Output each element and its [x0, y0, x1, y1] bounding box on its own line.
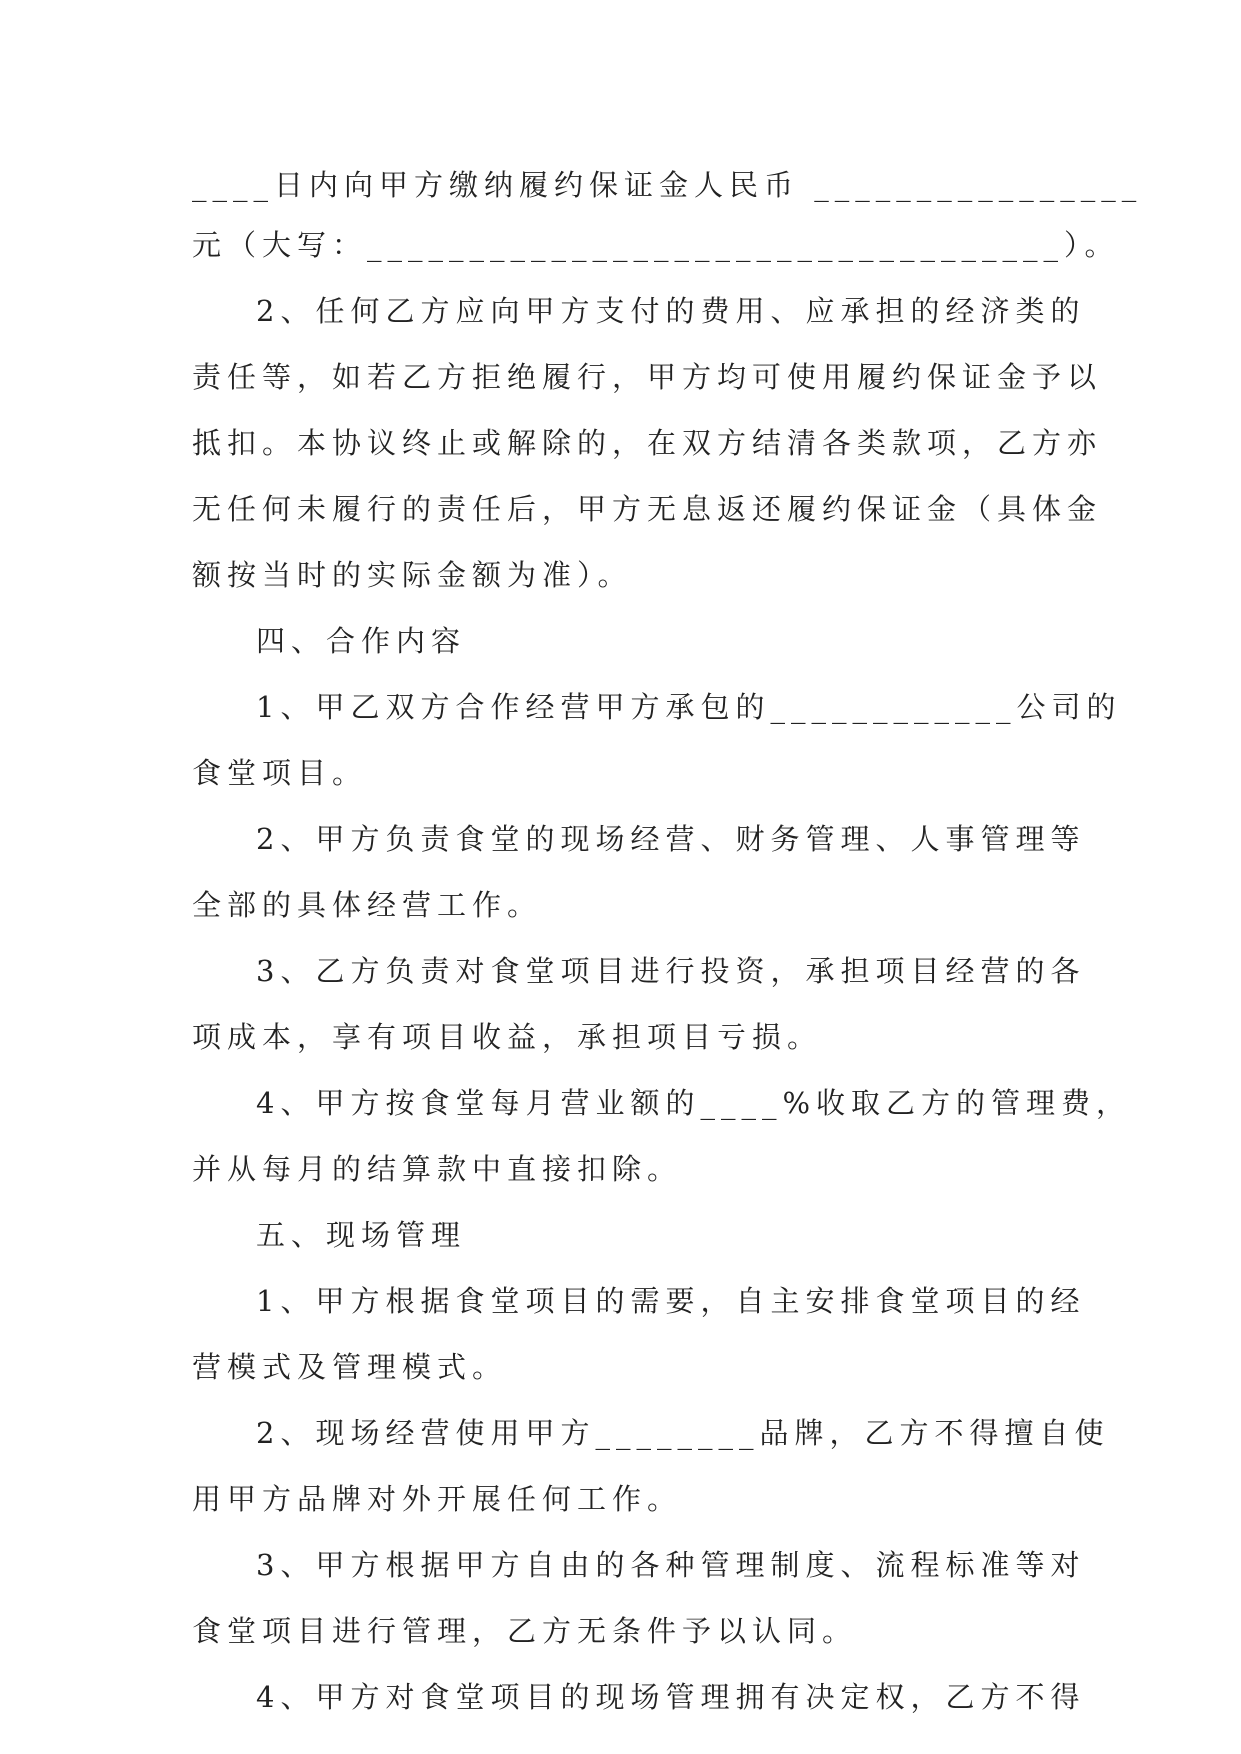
paragraph-start: 3、乙方负责对食堂项目进行投资，承担项目经营的各	[256, 954, 1086, 988]
text-line: 并从每月的结算款中直接扣除。	[192, 1152, 683, 1186]
paragraph-start: 3、甲方根据甲方自由的各种管理制度、流程标准等对	[256, 1548, 1086, 1582]
paragraph-start: 4、甲方按食堂每月营业额的____%收取乙方的管理费，	[256, 1086, 1132, 1120]
paragraph-start: 2、甲方负责食堂的现场经营、财务管理、人事管理等	[256, 822, 1086, 856]
text-line: 抵扣。本协议终止或解除的，在双方结清各类款项，乙方亦	[192, 426, 1103, 460]
text-line: ____日内向甲方缴纳履约保证金人民币 ________________	[192, 168, 1143, 202]
text-line: 全部的具体经营工作。	[192, 888, 543, 922]
section-heading: 四、合作内容	[256, 624, 467, 658]
paragraph-start: 2、现场经营使用甲方________品牌，乙方不得擅自使	[256, 1416, 1110, 1450]
text-line: 无任何未履行的责任后，甲方无息返还履约保证金（具体金	[192, 492, 1103, 526]
text-line: 责任等，如若乙方拒绝履行，甲方均可使用履约保证金予以	[192, 360, 1103, 394]
document-page	[192, 158, 1143, 1730]
paragraph-start: 4、甲方对食堂项目的现场管理拥有决定权，乙方不得	[256, 1680, 1086, 1714]
text-line: 营模式及管理模式。	[192, 1350, 508, 1384]
text-line: 食堂项目进行管理，乙方无条件予以认同。	[192, 1614, 858, 1648]
paragraph-start: 2、任何乙方应向甲方支付的费用、应承担的经济类的	[256, 294, 1086, 328]
text-line: 项成本，享有项目收益，承担项目亏损。	[192, 1020, 823, 1054]
text-line: 额按当时的实际金额为准）。	[192, 558, 633, 592]
section-heading: 五、现场管理	[256, 1218, 467, 1252]
text-line: 食堂项目。	[192, 756, 368, 790]
text-line: 用甲方品牌对外开展任何工作。	[192, 1482, 683, 1516]
paragraph-start: 1、甲方根据食堂项目的需要，自主安排食堂项目的经	[256, 1284, 1086, 1318]
text-line: 元（大写：__________________________________）。	[192, 228, 1120, 262]
paragraph-start: 1、甲乙双方合作经营甲方承包的____________公司的	[256, 690, 1122, 724]
